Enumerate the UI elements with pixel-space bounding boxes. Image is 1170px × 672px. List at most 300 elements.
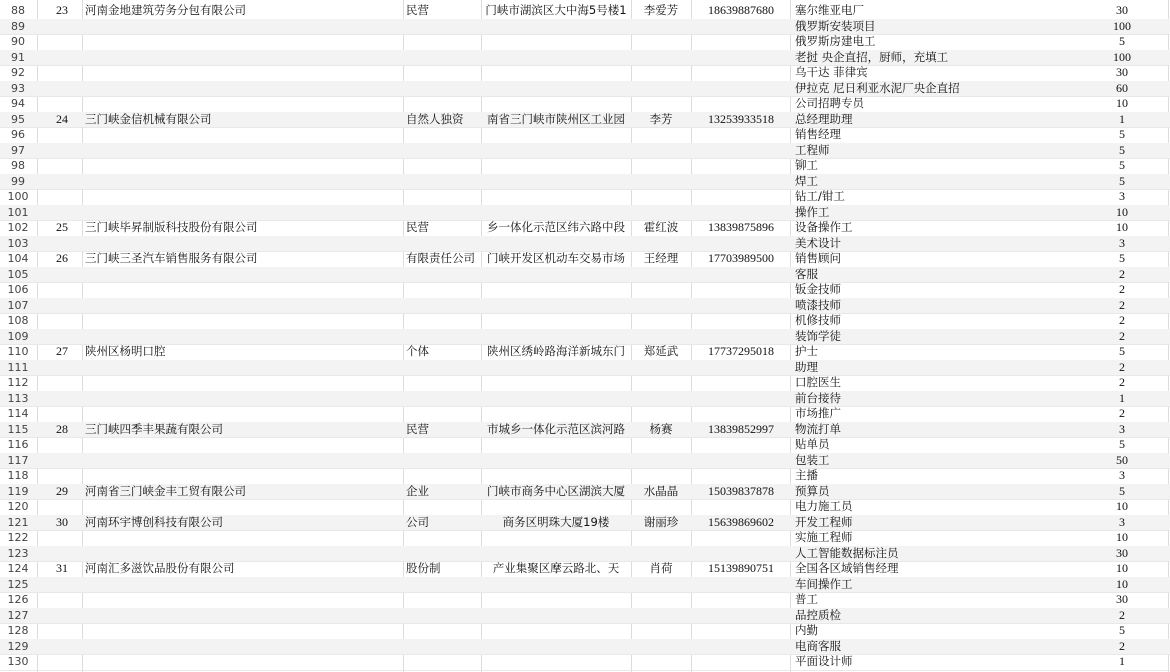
company-name-cell[interactable]: 河南省三门峡金丰工贸有限公司 [85,483,246,498]
address-cell[interactable] [482,468,630,484]
contact-person-cell[interactable] [632,577,690,593]
row-number[interactable]: 117 [7,453,29,467]
address-cell[interactable]: 产业集聚区摩云路北、天 [492,561,620,575]
address-cell[interactable] [482,19,630,35]
company-nature-cell[interactable]: 民营 [406,3,429,17]
phone-cell[interactable] [694,298,788,314]
company-name-cell[interactable]: 三门峡四季丰果蔬有限公司 [85,421,223,436]
phone-cell[interactable] [694,127,788,143]
address-cell[interactable] [482,530,630,546]
contact-person-cell[interactable] [632,174,690,190]
row-number[interactable]: 126 [7,593,29,606]
phone-cell[interactable] [694,437,788,453]
serial-number-cell[interactable] [44,205,80,221]
table-row[interactable] [0,360,1170,376]
job-position-cell[interactable]: 电商客服 [795,638,841,653]
headcount-cell[interactable]: 3 [1119,421,1125,436]
contact-person-cell[interactable] [632,592,690,608]
company-nature-cell[interactable]: 民营 [406,220,429,234]
table-row[interactable] [0,437,1170,453]
headcount-cell[interactable]: 5 [1119,34,1125,48]
row-number[interactable]: 114 [7,407,29,420]
contact-person-cell[interactable] [632,530,690,546]
company-nature-cell[interactable]: 有限责任公司 [406,251,475,265]
table-row[interactable] [0,654,1170,670]
company-nature-cell[interactable] [406,360,480,376]
company-nature-cell[interactable] [406,267,480,283]
job-position-cell[interactable]: 喷漆技师 [795,297,841,312]
table-row[interactable] [0,453,1170,469]
contact-person-cell[interactable]: 谢丽珍 [643,514,679,529]
phone-cell[interactable] [694,313,788,329]
row-number[interactable]: 90 [11,35,25,48]
address-cell[interactable] [482,391,630,407]
headcount-cell[interactable]: 30 [1116,592,1128,606]
phone-cell[interactable]: 17737295018 [708,344,774,358]
contact-person-cell[interactable] [632,127,690,143]
job-position-cell[interactable]: 伊拉克 尼日利亚水泥厂央企直招 [795,80,960,95]
row-number[interactable]: 93 [11,81,25,95]
address-cell[interactable] [482,174,630,190]
serial-number-cell[interactable] [44,236,80,252]
headcount-cell[interactable]: 60 [1116,80,1128,95]
company-nature-cell[interactable] [406,329,480,345]
contact-person-cell[interactable] [632,391,690,407]
company-nature-cell[interactable] [406,158,480,174]
address-cell[interactable] [482,189,630,205]
company-name-cell[interactable] [85,499,400,515]
contact-person-cell[interactable] [632,499,690,515]
job-position-cell[interactable]: 操作工 [795,204,830,219]
company-name-cell[interactable]: 河南环宇博创科技有限公司 [85,514,223,529]
table-row[interactable] [0,484,1170,500]
company-name-cell[interactable] [85,391,400,407]
contact-person-cell[interactable] [632,453,690,469]
company-name-cell[interactable]: 陕州区杨明口腔 [85,344,166,358]
company-name-cell[interactable] [85,546,400,562]
serial-number-cell[interactable] [44,19,80,35]
job-position-cell[interactable]: 装饰学徒 [795,328,841,343]
address-cell[interactable] [482,298,630,314]
company-nature-cell[interactable]: 股份制 [406,561,441,575]
serial-number-cell[interactable] [44,437,80,453]
company-name-cell[interactable] [85,453,400,469]
serial-number-cell[interactable] [44,158,80,174]
company-name-cell[interactable] [85,81,400,97]
row-number[interactable]: 99 [11,174,25,188]
headcount-cell[interactable]: 10 [1116,530,1128,544]
contact-person-cell[interactable] [632,298,690,314]
company-name-cell[interactable] [85,96,400,112]
headcount-cell[interactable]: 5 [1119,437,1125,451]
table-row[interactable] [0,422,1170,438]
row-number[interactable]: 100 [7,190,29,203]
company-nature-cell[interactable] [406,577,480,593]
phone-cell[interactable] [694,406,788,422]
row-number[interactable]: 118 [7,469,29,482]
address-cell[interactable]: 乡一体化示范区纬六路中段 [487,220,625,234]
row-number[interactable]: 91 [11,50,25,64]
headcount-cell[interactable]: 10 [1116,204,1128,219]
company-name-cell[interactable] [85,530,400,546]
serial-number-cell[interactable] [44,546,80,562]
company-nature-cell[interactable] [406,298,480,314]
table-row[interactable] [0,174,1170,190]
company-nature-cell[interactable] [406,236,480,252]
job-position-cell[interactable]: 工程师 [795,142,830,157]
company-nature-cell[interactable] [406,546,480,562]
row-number[interactable]: 88 [11,4,25,17]
company-name-cell[interactable] [85,127,400,143]
headcount-cell[interactable]: 30 [1116,3,1128,17]
contact-person-cell[interactable] [632,546,690,562]
headcount-cell[interactable]: 10 [1116,561,1128,575]
serial-number-cell[interactable] [44,391,80,407]
job-position-cell[interactable]: 主播 [795,468,818,482]
headcount-cell[interactable]: 2 [1119,328,1125,343]
row-number[interactable]: 96 [11,128,25,141]
contact-person-cell[interactable] [632,236,690,252]
contact-person-cell[interactable] [632,468,690,484]
headcount-cell[interactable]: 30 [1116,65,1128,79]
row-number[interactable]: 107 [7,298,29,312]
table-row[interactable] [0,344,1170,360]
headcount-cell[interactable]: 10 [1116,576,1128,591]
table-row[interactable] [0,639,1170,655]
headcount-cell[interactable]: 3 [1119,235,1125,250]
headcount-cell[interactable]: 5 [1119,251,1125,265]
contact-person-cell[interactable] [632,50,690,66]
table-row[interactable] [0,561,1170,577]
headcount-cell[interactable]: 3 [1119,468,1125,482]
job-position-cell[interactable]: 美术设计 [795,235,841,250]
company-name-cell[interactable] [85,329,400,345]
row-number[interactable]: 127 [7,608,29,622]
row-number[interactable]: 123 [7,546,29,560]
phone-cell[interactable]: 17703989500 [708,251,774,265]
headcount-cell[interactable]: 1 [1119,111,1125,126]
row-number[interactable]: 122 [7,531,29,544]
row-number[interactable]: 120 [7,500,29,513]
row-number[interactable]: 92 [11,66,25,79]
table-row[interactable] [0,515,1170,531]
headcount-cell[interactable]: 2 [1119,607,1125,622]
serial-number-cell[interactable]: 26 [56,251,68,265]
company-nature-cell[interactable] [406,654,480,670]
job-position-cell[interactable]: 前台接待 [795,390,841,405]
company-name-cell[interactable]: 河南金地建筑劳务分包有限公司 [85,3,246,17]
contact-person-cell[interactable] [632,205,690,221]
job-position-cell[interactable]: 俄罗斯房建电工 [795,34,876,48]
table-row[interactable] [0,391,1170,407]
table-row[interactable] [0,236,1170,252]
job-position-cell[interactable]: 销售顾问 [795,251,841,265]
contact-person-cell[interactable]: 杨赛 [649,421,673,436]
table-row[interactable] [0,406,1170,422]
company-name-cell[interactable] [85,19,400,35]
address-cell[interactable] [482,546,630,562]
row-number[interactable]: 106 [7,283,29,296]
phone-cell[interactable] [694,189,788,205]
table-row[interactable] [0,112,1170,128]
job-position-cell[interactable]: 电力施工员 [795,499,853,513]
row-number[interactable]: 125 [7,577,29,591]
serial-number-cell[interactable]: 25 [56,220,68,234]
company-name-cell[interactable]: 三门峡三圣汽车销售服务有限公司 [85,251,258,265]
table-row[interactable] [0,65,1170,81]
company-nature-cell[interactable] [406,375,480,391]
address-cell[interactable]: 商务区明珠大厦19楼 [502,514,610,529]
table-row[interactable] [0,375,1170,391]
headcount-cell[interactable]: 3 [1119,189,1125,203]
address-cell[interactable] [482,360,630,376]
row-number[interactable]: 104 [7,252,29,265]
job-position-cell[interactable]: 总经理助理 [795,111,853,126]
row-number[interactable]: 95 [11,112,25,126]
headcount-cell[interactable]: 2 [1119,266,1125,281]
serial-number-cell[interactable] [44,298,80,314]
address-cell[interactable] [482,127,630,143]
serial-number-cell[interactable]: 30 [56,514,68,529]
address-cell[interactable] [482,406,630,422]
phone-cell[interactable] [694,96,788,112]
company-nature-cell[interactable] [406,189,480,205]
address-cell[interactable]: 陕州区绣岭路海洋新城东门 [487,344,625,358]
address-cell[interactable] [482,282,630,298]
headcount-cell[interactable]: 3 [1119,514,1125,529]
phone-cell[interactable] [694,391,788,407]
company-nature-cell[interactable]: 民营 [406,421,429,436]
company-name-cell[interactable]: 三门峡毕昇制版科技股份有限公司 [85,220,258,234]
contact-person-cell[interactable] [632,34,690,50]
address-cell[interactable] [482,158,630,174]
address-cell[interactable] [482,608,630,624]
company-nature-cell[interactable] [406,623,480,639]
serial-number-cell[interactable]: 28 [56,421,68,436]
company-name-cell[interactable] [85,34,400,50]
job-position-cell[interactable]: 普工 [795,592,818,606]
address-cell[interactable] [482,329,630,345]
address-cell[interactable]: 门峡市商务中心区湖滨大厦 [487,483,625,498]
row-number[interactable]: 111 [7,360,29,374]
row-number[interactable]: 116 [7,438,29,451]
table-row[interactable] [0,127,1170,143]
job-position-cell[interactable]: 铆工 [795,158,818,172]
company-name-cell[interactable] [85,608,400,624]
address-cell[interactable] [482,639,630,655]
row-number[interactable]: 130 [7,655,29,668]
row-number[interactable]: 101 [7,205,29,219]
company-name-cell[interactable] [85,360,400,376]
table-row[interactable] [0,19,1170,35]
row-number[interactable]: 128 [7,624,29,637]
contact-person-cell[interactable]: 李芳 [649,111,673,126]
contact-person-cell[interactable] [632,406,690,422]
contact-person-cell[interactable]: 郑延武 [643,344,679,358]
phone-cell[interactable] [694,267,788,283]
address-cell[interactable] [482,453,630,469]
job-position-cell[interactable]: 人工智能数据标注员 [795,545,899,560]
row-number[interactable]: 110 [7,345,29,358]
phone-cell[interactable] [694,236,788,252]
address-cell[interactable] [482,96,630,112]
serial-number-cell[interactable] [44,34,80,50]
phone-cell[interactable] [694,282,788,298]
contact-person-cell[interactable] [632,96,690,112]
headcount-cell[interactable]: 2 [1119,638,1125,653]
job-position-cell[interactable]: 公司招聘专员 [795,96,864,110]
company-nature-cell[interactable]: 自然人独资 [406,111,464,126]
job-position-cell[interactable]: 市场推广 [795,406,841,420]
company-name-cell[interactable] [85,298,400,314]
serial-number-cell[interactable] [44,282,80,298]
table-row[interactable] [0,623,1170,639]
phone-cell[interactable]: 15139890751 [708,561,774,575]
table-row[interactable] [0,592,1170,608]
phone-cell[interactable] [694,34,788,50]
headcount-cell[interactable]: 2 [1119,313,1125,327]
company-nature-cell[interactable]: 个体 [406,344,429,358]
job-position-cell[interactable]: 俄罗斯安装项目 [795,18,876,33]
address-cell[interactable] [482,267,630,283]
serial-number-cell[interactable] [44,360,80,376]
job-position-cell[interactable]: 车间操作工 [795,576,853,591]
job-position-cell[interactable]: 口腔医生 [795,375,841,389]
job-position-cell[interactable]: 预算员 [795,483,830,498]
row-number[interactable]: 129 [7,639,29,653]
contact-person-cell[interactable] [632,65,690,81]
serial-number-cell[interactable]: 29 [56,483,68,498]
table-row[interactable] [0,313,1170,329]
serial-number-cell[interactable] [44,143,80,159]
row-number[interactable]: 112 [7,376,29,389]
contact-person-cell[interactable] [632,329,690,345]
company-name-cell[interactable] [85,437,400,453]
company-name-cell[interactable] [85,174,400,190]
table-row[interactable] [0,220,1170,236]
headcount-cell[interactable]: 1 [1119,654,1125,668]
serial-number-cell[interactable] [44,174,80,190]
serial-number-cell[interactable] [44,499,80,515]
phone-cell[interactable] [694,453,788,469]
table-row[interactable] [0,158,1170,174]
serial-number-cell[interactable]: 31 [56,561,68,575]
company-nature-cell[interactable] [406,143,480,159]
serial-number-cell[interactable] [44,608,80,624]
serial-number-cell[interactable] [44,530,80,546]
table-row[interactable] [0,298,1170,314]
table-row[interactable] [0,189,1170,205]
headcount-cell[interactable]: 30 [1116,545,1128,560]
serial-number-cell[interactable] [44,189,80,205]
row-number[interactable]: 108 [7,314,29,327]
company-name-cell[interactable] [85,654,400,670]
headcount-cell[interactable]: 5 [1119,158,1125,172]
headcount-cell[interactable]: 2 [1119,375,1125,389]
table-row[interactable] [0,530,1170,546]
table-row[interactable] [0,329,1170,345]
address-cell[interactable] [482,313,630,329]
table-row[interactable] [0,267,1170,283]
contact-person-cell[interactable] [632,282,690,298]
serial-number-cell[interactable] [44,639,80,655]
contact-person-cell[interactable]: 王经理 [643,251,679,265]
phone-cell[interactable]: 13839875896 [708,220,774,234]
job-position-cell[interactable]: 内勤 [795,623,818,637]
company-nature-cell[interactable] [406,437,480,453]
address-cell[interactable] [482,577,630,593]
headcount-cell[interactable]: 5 [1119,483,1125,498]
company-nature-cell[interactable]: 公司 [406,514,429,529]
serial-number-cell[interactable] [44,127,80,143]
serial-number-cell[interactable] [44,654,80,670]
job-position-cell[interactable]: 包装工 [795,452,830,467]
company-nature-cell[interactable] [406,174,480,190]
job-position-cell[interactable]: 老挝 央企直招，厨师，充填工 [795,49,949,64]
contact-person-cell[interactable] [632,639,690,655]
row-number[interactable]: 102 [7,221,29,234]
table-row[interactable] [0,81,1170,97]
phone-cell[interactable] [694,530,788,546]
company-nature-cell[interactable] [406,127,480,143]
address-cell[interactable] [482,499,630,515]
headcount-cell[interactable]: 100 [1113,49,1131,64]
phone-cell[interactable]: 13839852997 [708,421,774,436]
company-nature-cell[interactable] [406,639,480,655]
company-nature-cell[interactable] [406,468,480,484]
serial-number-cell[interactable] [44,65,80,81]
company-name-cell[interactable] [85,158,400,174]
phone-cell[interactable] [694,50,788,66]
headcount-cell[interactable]: 5 [1119,173,1125,188]
phone-cell[interactable] [694,546,788,562]
company-name-cell[interactable] [85,143,400,159]
headcount-cell[interactable]: 5 [1119,127,1125,141]
company-name-cell[interactable] [85,592,400,608]
serial-number-cell[interactable] [44,96,80,112]
company-name-cell[interactable]: 三门峡金信机械有限公司 [85,111,212,126]
contact-person-cell[interactable]: 李爱芳 [643,3,679,17]
company-name-cell[interactable]: 河南汇多滋饮品股份有限公司 [85,561,235,575]
company-name-cell[interactable] [85,189,400,205]
row-number[interactable]: 109 [7,329,29,343]
company-name-cell[interactable] [85,267,400,283]
serial-number-cell[interactable] [44,592,80,608]
headcount-cell[interactable]: 2 [1119,297,1125,312]
job-position-cell[interactable]: 设备操作工 [795,220,853,234]
address-cell[interactable] [482,592,630,608]
table-row[interactable] [0,205,1170,221]
table-row[interactable] [0,3,1170,19]
phone-cell[interactable] [694,143,788,159]
headcount-cell[interactable]: 5 [1119,142,1125,157]
address-cell[interactable] [482,437,630,453]
table-row[interactable] [0,143,1170,159]
address-cell[interactable] [482,205,630,221]
address-cell[interactable] [482,623,630,639]
row-number[interactable]: 115 [7,422,29,436]
row-number[interactable]: 98 [11,159,25,172]
headcount-cell[interactable]: 5 [1119,623,1125,637]
job-position-cell[interactable]: 钻工/钳工 [795,189,845,203]
contact-person-cell[interactable] [632,158,690,174]
job-position-cell[interactable]: 塞尔维亚电厂 [795,3,864,17]
contact-person-cell[interactable]: 肖荷 [649,561,673,575]
company-name-cell[interactable] [85,236,400,252]
company-nature-cell[interactable] [406,34,480,50]
phone-cell[interactable] [694,205,788,221]
job-position-cell[interactable]: 乌干达 菲律宾 [795,65,868,79]
